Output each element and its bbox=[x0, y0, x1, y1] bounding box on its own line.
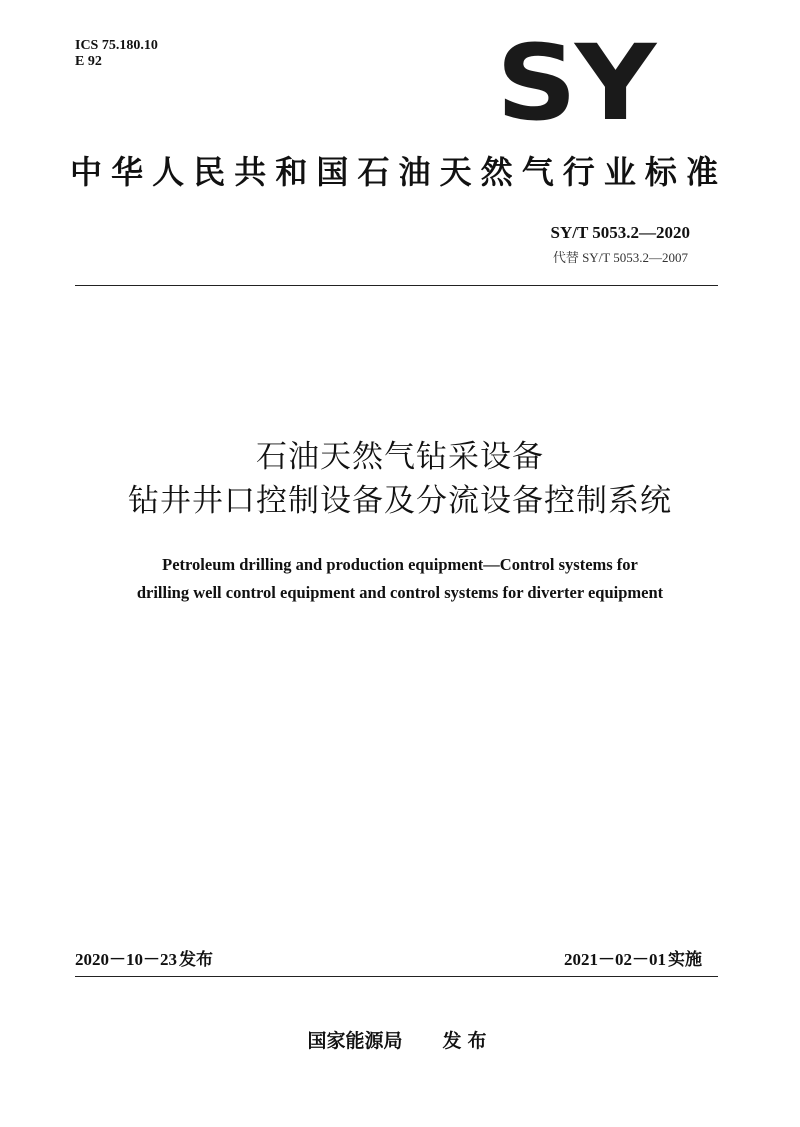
replaces-note: 代替 SY/T 5053.2—2007 bbox=[552, 250, 688, 265]
implement-date-block bbox=[564, 949, 702, 971]
publisher-block bbox=[0, 1028, 800, 1054]
issue-date: 2020－10－23 bbox=[75, 950, 177, 969]
english-title-line-2: drilling well control equipment and control systems for diverter equipment bbox=[136, 583, 664, 602]
implement-label: 实施 bbox=[668, 950, 702, 970]
standard-category-title: 中华人民共和国石油天然气行业标准 bbox=[70, 153, 720, 191]
implement-date: 2021－02－01 bbox=[564, 950, 666, 969]
publisher-name: 国家能源局 bbox=[307, 1030, 403, 1052]
chinese-title-line-2: 钻井井口控制设备及分流设备控制系统 bbox=[128, 483, 672, 519]
classification-code: E 92 bbox=[75, 54, 102, 69]
english-title-line-1: Petroleum drilling and production equipment—Control systems for bbox=[162, 555, 638, 574]
top-divider bbox=[75, 285, 718, 286]
chinese-title-line-1: 石油天然气钻采设备 bbox=[256, 439, 544, 475]
issue-label: 发布 bbox=[179, 950, 213, 970]
standard-number: SY/T 5053.2—2020 bbox=[550, 223, 690, 242]
ics-code: ICS 75.180.10 bbox=[75, 38, 158, 53]
bottom-divider bbox=[75, 976, 718, 977]
publisher-action: 发布 bbox=[442, 1030, 493, 1052]
sy-logo: SY bbox=[496, 22, 654, 144]
issue-date-block bbox=[75, 949, 213, 971]
